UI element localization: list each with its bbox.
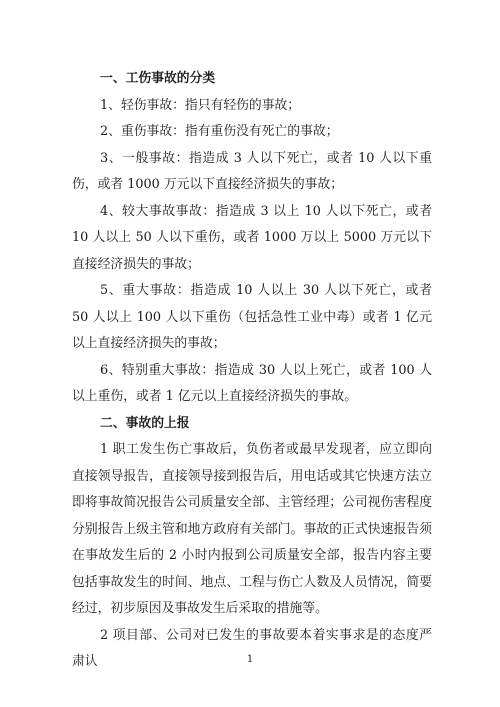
- paragraph-reporting-procedure: 1 职工发生伤亡事故后，负伤者或最早发现者，应立即向直接领导报告，直接领导接到报告后，用电话或其它快速方法立即将事故简况报告公司质量安全部、主管经理；公司视伤害程度分别报告上级主管和地方政府有关部门。事故的正式快速报告须在事故发生后的 2 小时内报到公司质量安全部，报告内容主要包括事故发生的时间、地点、工程与伤亡人数及人员情况，简要经过，初步原因及事故发生后采取的措施等。: [72, 442, 432, 616]
- paragraph-larger-accident: 4、较大事故事故：指造成 3 以上 10 人以下死亡，或者 10 人以上 50 人以下重伤，或者 1000 万以上 5000 万元以下直接经济损失的事故；: [72, 203, 432, 272]
- page-number: 1: [246, 654, 254, 665]
- paragraph-general-accident: 3、一般事故：指造成 3 人以下死亡，或者 10 人以下重伤，或者 1000 万元以下直接经济损失的事故；: [72, 150, 432, 192]
- paragraph-investigation: 2 项目部、公司对已发生的事故要本着实事求是的态度严肃认: [72, 627, 432, 669]
- section-heading-reporting: 二、事故的上报: [100, 415, 190, 431]
- section-heading-classification: 一、工伤事故的分类: [100, 71, 216, 86]
- paragraph-especially-major-accident: 6、特别重大事故：指造成 30 人以上死亡，或者 100 人以上重伤，或者 1 亿元以上直接经济损失的事故。: [72, 362, 432, 404]
- paragraph-major-accident: 5、重大事故：指造成 10 人以上 30 人以下死亡，或者 50 人以上 100 人以下重伤（包括急性工业中毒）或者 1 亿元以上直接经济损失的事故；: [72, 283, 432, 351]
- paragraph-minor-injury: 1、轻伤事故：指只有轻伤的事故；: [100, 97, 301, 113]
- document-body: [72, 66, 432, 676]
- paragraph-serious-injury: 2、重伤事故：指有重伤没有死亡的事故；: [100, 124, 339, 139]
